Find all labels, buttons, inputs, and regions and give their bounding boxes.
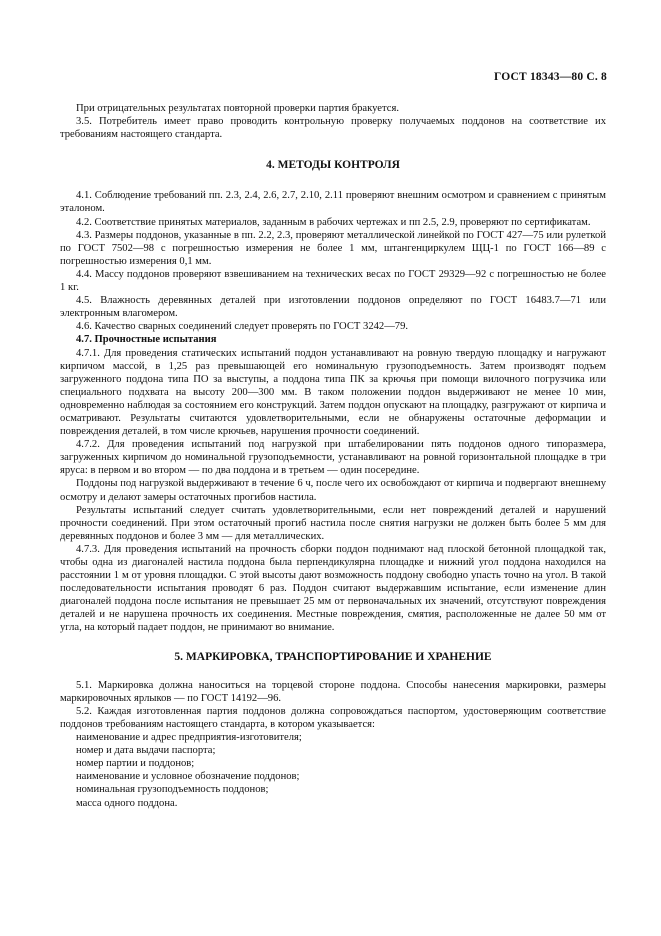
page-content [60, 102, 606, 810]
paragraph-5-1: 5.1. Маркировка должна наноситься на торцевой стороне поддона. Способы нанесения маркировки, размеры маркировочных ярлыков — по ГОСТ 14192—96. [60, 679, 606, 704]
paragraph: При отрицательных результатах повторной проверки партия бракуется. [76, 103, 399, 114]
paragraph-4-7-2-c: Результаты испытаний следует считать удовлетворительными, если нет повреждений деталей и нарушений прочности соединений. При этом остаточный прогиб настила после снятия нагрузки не должен быть более 5 мм для деревянных поддонов и более 3 мм — для металлических. [60, 504, 606, 542]
list-item: номинальная грузоподъемность поддонов; [76, 784, 269, 796]
paragraph-4-6: 4.6. Качество сварных соединений следует проверять по ГОСТ 3242—79. [76, 321, 409, 333]
paragraph-4-3: 4.3. Размеры поддонов, указанные в пп. 2.2, 2.3, проверяют металлической линейкой по ГОСТ 427—75 или рулеткой по ГОСТ 7502—98 с погрешностью измерения не более 1 мм, штангенциркулем ЩЦ-1 по ГОСТ 166—89 с погрешностью измерения 0,1 мм. [60, 229, 606, 267]
list-item: номер партии и поддонов; [76, 758, 195, 770]
paragraph-4-1: 4.1. Соблюдение требований пп. 2.3, 2.4, 2.6, 2.7, 2.10, 2.11 проверяют внешним осмотром и сравнением с принятым эталоном. [60, 190, 606, 215]
paragraph-3-5: 3.5. Потребитель имеет право проводить контрольную проверку получаемых поддонов на соответствие их требованиям настоящего стандарта. [60, 116, 606, 141]
subsection-heading-4-7: 4.7. Прочностные испытания [76, 334, 217, 346]
paragraph-4-4: 4.4. Массу поддонов проверяют взвешиванием на технических весах по ГОСТ 29329—92 с погрешностью не более 1 кг. [60, 268, 606, 294]
paragraph-4-7-1: 4.7.1. Для проведения статических испытаний поддон устанавливают на ровную твердую площадку и нагружают кирпичом массой, в 1,25 раз превышающей его номинальную грузоподъемность. Затем производят подъем загруженного поддона типа ПО за выступы, а поддона типа ПК за крючья при помощи вилочного погрузчика или специального подхвата на высоту 200—300 мм. В таком положении поддон выдерживают не менее 10 мин, одновременно наблюдая за состоянием его конструкций. Затем поддон опускают на площадку, разгружают от кирпича и осматривают. Результаты считаются удовлетворительными, если не обнаружены остаточные деформации и повреждения деталей, в том числе крючьев, нарушения прочности соединений. [60, 347, 606, 438]
paragraph-4-7-3: 4.7.3. Для проведения испытаний на прочность сборки поддон поднимают над плоской бетонной площадкой так, чтобы одна из диагоналей настила поддона была перпендикулярна площадке и нижний угол поддона находился на расстоянии 1 м от уровня площадки. С этой высоты дают возможность поддону свободно упасть точно на угол. В такой последовательности испытания проводят 6 раз. Поддон считают выдержавшим испытание, если изменение длин диагоналей поддона после испытания не превышает 25 мм от первоначальных их значений, отсутствуют повреждения деталей и не нарушена прочность их соединения. Местные повреждения, смятия, расположенные не далее 50 мм от угла, на который падает поддон, не принимают во внимание. [60, 543, 606, 634]
paragraph-5-2: 5.2. Каждая изготовленная партия поддонов должна сопровождаться паспортом, удостоверяющим соответствие поддонов требованиям настоящего стандарта, в котором указывается: [60, 705, 606, 730]
list-item: наименование и адрес предприятия-изготовителя; [76, 732, 302, 744]
list-item: масса одного поддона. [76, 797, 178, 809]
section-heading-5: 5. МАРКИРОВКА, ТРАНСПОРТИРОВАНИЕ И ХРАНЕНИЕ [174, 650, 492, 663]
list-item: наименование и условное обозначение поддонов; [76, 771, 300, 783]
list-item: номер и дата выдачи паспорта; [76, 745, 216, 757]
page-header: ГОСТ 18343—80 С. 8 [494, 71, 607, 83]
paragraph-4-5: 4.5. Влажность деревянных деталей при изготовлении поддонов определяют по ГОСТ 16483.7—71 или электронным влагомером. [60, 295, 606, 320]
paragraph-4-7-2: 4.7.2. Для проведения испытаний под нагрузкой при штабелировании пять поддонов одного типоразмера, загруженных кирпичом до номинальной грузоподъемности, устанавливают на ровной горизонтальной площадке в три яруса: в первом и во втором — по два поддона и в третьем — один посередине. [60, 439, 606, 477]
paragraph-4-2: 4.2. Соответствие принятых материалов, заданным в рабочих чертежах и пп 2.5, 2.9, проверяют по сертификатам. [76, 216, 591, 228]
section-heading-4: 4. МЕТОДЫ КОНТРОЛЯ [266, 159, 400, 172]
paragraph-4-7-2-b: Поддоны под нагрузкой выдерживают в течение 6 ч, после чего их освобождают от кирпича и подвергают внешнему осмотру и делают замеры остаточных прогибов настила. [60, 478, 606, 503]
